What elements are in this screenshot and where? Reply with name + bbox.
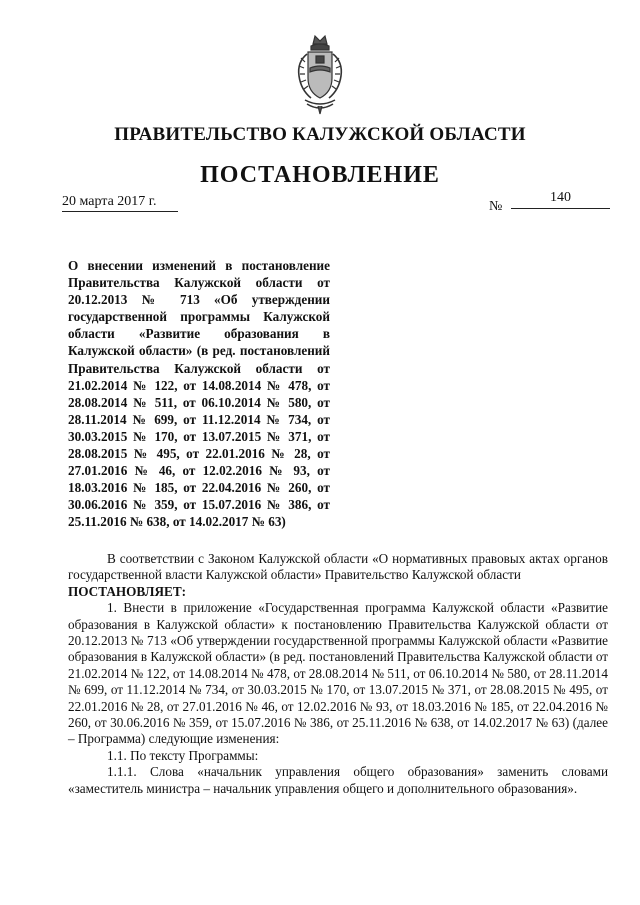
item-1-1-1-paragraph: 1.1.1. Слова «начальник управления общего образования» заменить словами «заместитель министра – начальник управления общего и дополнительного образования». bbox=[68, 764, 608, 796]
government-name: ПРАВИТЕЛЬСТВО КАЛУЖСКОЙ ОБЛАСТИ bbox=[114, 124, 526, 145]
item-1-1-paragraph: 1.1. По тексту Программы: bbox=[107, 747, 259, 763]
preamble-paragraph: В соответствии с Законом Калужской области «О нормативных правовых актах органов государственной власти Калужской области» Правительство Калужской области bbox=[68, 551, 608, 583]
coat-of-arms-emblem bbox=[291, 32, 349, 118]
decree-body bbox=[68, 551, 608, 797]
decides-heading: ПОСТАНОВЛЯЕТ: bbox=[68, 583, 187, 599]
item-1-paragraph: 1. Внести в приложение «Государственная программа Калужской области «Развитие образования в Калужской области» к постановлению Правительства Калужской области от 20.12.2013 № 713 «Об утверждении государственной программы Калужской области «Развитие образования в Калужской области» (в ред. постановлений Правительства Калужской области от 21.02.2014 № 122, от 14.08.2014 № 478, от 28.08.2014 № 511, от 06.10.2014 № 580, от 28.11.2014 № 699, от 11.12.2014 № 734, от 30.03.2015 № 170, от 13.07.2015 № 371, от 28.08.2015 № 495, от 22.01.2016 № 28, от 27.01.2016 № 46, от 12.02.2016 № 93, от 18.03.2016 № 185, от 22.04.2016 № 260, от 30.06.2016 № 359, от 15.07.2016 № 386, от 25.11.2016 № 638, от 14.02.2017 № 63) (далее – Программа) следующие изменения: bbox=[68, 600, 608, 747]
number-label: № bbox=[489, 199, 503, 214]
decree-date: 20 марта 2017 г. bbox=[62, 194, 178, 212]
document-type-title: ПОСТАНОВЛЕНИЕ bbox=[200, 162, 440, 188]
decree-number: 140 bbox=[511, 190, 610, 209]
decree-title: О внесении изменений в постановление Правительства Калужской области от 20.12.2013 № 713 «Об утверждении государственной программы Калужской области «Развитие образования в Калужской области» (в ред. постановлений Правительства Калужской области от 21.02.2014 № 122, от 14.08.2014 № 478, от 28.08.2014 № 511, от 06.10.2014 № 580, от 28.11.2014 № 699, от 11.12.2014 № 734, от 30.03.2015 № 170, от 13.07.2015 № 371, от 28.08.2015 № 495, от 22.01.2016 № 28, от 27.01.2016 № 46, от 12.02.2016 № 93, от 18.03.2016 № 185, от 22.04.2016 № 260, от 30.06.2016 № 359, от 15.07.2016 № 386, от 25.11.2016 № 638, от 14.02.2017 № 63) bbox=[68, 258, 330, 530]
